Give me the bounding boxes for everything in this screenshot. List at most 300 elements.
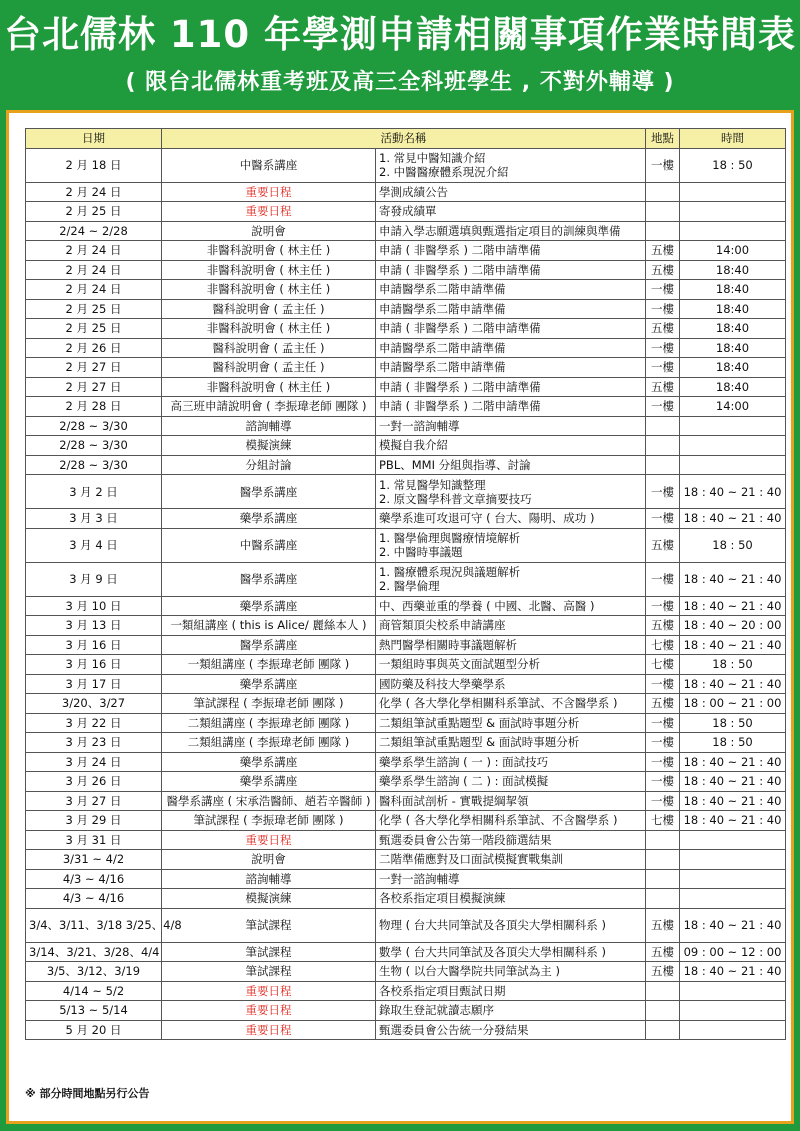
table-row	[26, 202, 786, 222]
cell-time: 18:40	[680, 338, 786, 358]
table-row	[26, 319, 786, 339]
table-row	[26, 221, 786, 241]
cell-date: 2 月 26 日	[26, 338, 162, 358]
cell-date: 3 月 13 日	[26, 616, 162, 636]
activity-line: 1. 醫學倫理與醫療情境解析	[379, 531, 521, 545]
activity-line: 錄取生登記就讀志願序	[379, 1003, 494, 1018]
activity-line: 申請 ( 非醫學系 ) 二階申請準備	[379, 243, 541, 258]
table-row	[26, 713, 786, 733]
cell-activity	[376, 319, 646, 339]
table-row	[26, 338, 786, 358]
cell-location: 七樓	[646, 655, 680, 675]
cell-time	[680, 830, 786, 850]
cell-event: 二類組講座 ( 李振瑋老師 團隊 )	[162, 713, 376, 733]
cell-event: 重要日程	[162, 202, 376, 222]
table-row	[26, 772, 786, 792]
cell-location	[646, 202, 680, 222]
activity-line: 生物 ( 以台大醫學院共同筆試為主 )	[379, 964, 560, 979]
cell-date: 2 月 24 日	[26, 260, 162, 280]
cell-location: 一樓	[646, 752, 680, 772]
activity-line: 寄發成績單	[379, 204, 437, 219]
cell-activity	[376, 830, 646, 850]
cell-date: 3 月 31 日	[26, 830, 162, 850]
activity-line: 藥學系學生諮詢 ( 一 ) : 面試技巧	[379, 754, 549, 769]
cell-time: 18:40	[680, 319, 786, 339]
table-row	[26, 635, 786, 655]
cell-time	[680, 182, 786, 202]
activity-line: 申請 ( 非醫學系 ) 二階申請準備	[379, 262, 541, 277]
cell-event: 非醫科說明會 ( 林主任 )	[162, 241, 376, 261]
cell-event: 諮詢輔導	[162, 416, 376, 436]
activity-line: 申請醫學系二階申請準備	[379, 301, 506, 316]
cell-location: 一樓	[646, 791, 680, 811]
activity-line: 1. 常見中醫知識介紹	[379, 151, 486, 165]
cell-time: 18:40	[680, 299, 786, 319]
cell-date: 2 月 27 日	[26, 377, 162, 397]
activity-line: 中、西藥並重的學養 ( 中國、北醫、高醫 )	[379, 598, 595, 613]
cell-event: 中醫系講座	[162, 148, 376, 182]
cell-location	[646, 889, 680, 909]
cell-date: 2 月 28 日	[26, 397, 162, 417]
cell-time: 18:40	[680, 377, 786, 397]
cell-activity	[376, 752, 646, 772]
cell-activity	[376, 182, 646, 202]
cell-event: 筆試課程	[162, 908, 376, 942]
cell-location: 一樓	[646, 674, 680, 694]
cell-activity	[376, 528, 646, 562]
cell-activity	[376, 674, 646, 694]
cell-activity	[376, 850, 646, 870]
cell-time: 18 : 40 ~ 21 : 40	[680, 962, 786, 982]
schedule-table	[25, 128, 786, 1040]
cell-time: 18:40	[680, 358, 786, 378]
activity-line: 藥學系學生諮詢 ( 二 ) : 面試模擬	[379, 774, 549, 789]
cell-time: 18 : 50	[680, 733, 786, 753]
cell-date: 3 月 26 日	[26, 772, 162, 792]
table-row	[26, 397, 786, 417]
cell-activity	[376, 616, 646, 636]
activity-line: 1. 醫療體系現況與議題解析	[379, 565, 521, 579]
cell-event: 說明會	[162, 221, 376, 241]
cell-date: 3 月 9 日	[26, 562, 162, 596]
cell-event: 一類組講座 ( this is Alice/ 麗絲本人 )	[162, 616, 376, 636]
cell-date: 2 月 24 日	[26, 182, 162, 202]
table-row	[26, 562, 786, 596]
cell-activity	[376, 338, 646, 358]
cell-date: 2/28 ~ 3/30	[26, 416, 162, 436]
cell-activity	[376, 889, 646, 909]
table-row	[26, 528, 786, 562]
cell-event: 醫學系講座	[162, 635, 376, 655]
cell-time: 18 : 40 ~ 21 : 40	[680, 811, 786, 831]
cell-location: 一樓	[646, 475, 680, 509]
cell-location: 五樓	[646, 616, 680, 636]
activity-line: 商管類頂尖校系申請講座	[379, 618, 506, 633]
cell-location: 五樓	[646, 241, 680, 261]
activity-line: 一對一諮詢輔導	[379, 418, 460, 433]
cell-activity	[376, 148, 646, 182]
cell-date: 2 月 25 日	[26, 299, 162, 319]
table-row	[26, 1020, 786, 1040]
cell-activity	[376, 416, 646, 436]
activity-line: 各校系指定項目模擬演練	[379, 891, 506, 906]
cell-date: 3/4、3/11、3/18 3/25、4/8	[26, 908, 162, 942]
cell-time: 09 : 00 ~ 12 : 00	[680, 942, 786, 962]
cell-event: 高三班申請說明會 ( 李振瑋老師 團隊 )	[162, 397, 376, 417]
cell-time	[680, 202, 786, 222]
cell-date: 4/3 ~ 4/16	[26, 869, 162, 889]
cell-time: 18 : 40 ~ 21 : 40	[680, 635, 786, 655]
table-row	[26, 752, 786, 772]
activity-line: 學測成績公告	[379, 184, 448, 199]
cell-location: 一樓	[646, 733, 680, 753]
activity-line: 申請醫學系二階申請準備	[379, 340, 506, 355]
cell-date: 3 月 24 日	[26, 752, 162, 772]
cell-activity	[376, 733, 646, 753]
cell-time: 18 : 40 ~ 21 : 40	[680, 596, 786, 616]
cell-location	[646, 1001, 680, 1021]
table-row	[26, 241, 786, 261]
activity-line: 各校系指定項目甄試日期	[379, 983, 506, 998]
activity-line: 國防藥及科技大學藥學系	[379, 676, 506, 691]
page-title: 台北儒林 110 年學測申請相關事項作業時間表	[4, 13, 796, 56]
cell-event: 中醫系講座	[162, 528, 376, 562]
cell-time: 18 : 40 ~ 21 : 40	[680, 475, 786, 509]
column-header-date: 日期	[26, 129, 162, 149]
cell-activity	[376, 562, 646, 596]
cell-date: 3/5、3/12、3/19	[26, 962, 162, 982]
cell-time	[680, 1001, 786, 1021]
cell-location: 五樓	[646, 908, 680, 942]
activity-line: 一類組時事與英文面試題型分析	[379, 657, 540, 672]
cell-event: 非醫科說明會 ( 林主任 )	[162, 377, 376, 397]
cell-time	[680, 869, 786, 889]
cell-location: 一樓	[646, 148, 680, 182]
cell-activity	[376, 869, 646, 889]
table-row	[26, 455, 786, 475]
cell-activity	[376, 1001, 646, 1021]
cell-activity	[376, 1020, 646, 1040]
table-header-row	[26, 129, 786, 149]
cell-time: 18 : 40 ~ 21 : 40	[680, 908, 786, 942]
cell-location: 七樓	[646, 635, 680, 655]
cell-date: 3/31 ~ 4/2	[26, 850, 162, 870]
activity-line: 甄選委員會公告第一階段篩選結果	[379, 832, 552, 847]
activity-line: 模擬自我介紹	[379, 438, 448, 453]
cell-event: 分組討論	[162, 455, 376, 475]
cell-activity	[376, 981, 646, 1001]
cell-date: 2 月 24 日	[26, 241, 162, 261]
table-row	[26, 596, 786, 616]
cell-time	[680, 1020, 786, 1040]
cell-date: 2 月 24 日	[26, 280, 162, 300]
cell-activity	[376, 280, 646, 300]
cell-date: 3 月 3 日	[26, 509, 162, 529]
cell-date: 3 月 17 日	[26, 674, 162, 694]
cell-location	[646, 981, 680, 1001]
cell-location: 一樓	[646, 713, 680, 733]
activity-line: 一對一諮詢輔導	[379, 871, 460, 886]
cell-date: 2 月 25 日	[26, 202, 162, 222]
cell-date: 5 月 20 日	[26, 1020, 162, 1040]
cell-event: 筆試課程 ( 李振瑋老師 團隊 )	[162, 811, 376, 831]
cell-activity	[376, 942, 646, 962]
cell-activity	[376, 397, 646, 417]
cell-event: 藥學系講座	[162, 772, 376, 792]
activity-line: 藥學系進可攻退可守 ( 台大、陽明、成功 )	[379, 511, 595, 526]
cell-time: 14:00	[680, 241, 786, 261]
cell-activity	[376, 772, 646, 792]
cell-location: 一樓	[646, 338, 680, 358]
table-row	[26, 811, 786, 831]
activity-line: 2. 中醫時事議題	[379, 545, 463, 559]
cell-event: 醫學系講座	[162, 562, 376, 596]
cell-location: 一樓	[646, 280, 680, 300]
cell-location	[646, 455, 680, 475]
cell-location: 五樓	[646, 942, 680, 962]
cell-event: 重要日程	[162, 981, 376, 1001]
cell-event: 二類組講座 ( 李振瑋老師 團隊 )	[162, 733, 376, 753]
cell-location	[646, 221, 680, 241]
cell-time	[680, 416, 786, 436]
cell-date: 4/3 ~ 4/16	[26, 889, 162, 909]
activity-line: 二類組筆試重點題型 & 面試時事題分析	[379, 735, 580, 750]
cell-event: 諮詢輔導	[162, 869, 376, 889]
cell-date: 2 月 18 日	[26, 148, 162, 182]
table-row	[26, 299, 786, 319]
cell-event: 藥學系講座	[162, 596, 376, 616]
cell-location: 五樓	[646, 694, 680, 714]
cell-time: 18 : 40 ~ 20 : 00	[680, 616, 786, 636]
cell-event: 模擬演練	[162, 436, 376, 456]
cell-date: 3 月 16 日	[26, 655, 162, 675]
cell-location	[646, 1020, 680, 1040]
cell-date: 2/28 ~ 3/30	[26, 436, 162, 456]
cell-location: 五樓	[646, 319, 680, 339]
activity-line: 申請 ( 非醫學系 ) 二階申請準備	[379, 399, 541, 414]
schedule-frame	[6, 110, 794, 1124]
cell-activity	[376, 475, 646, 509]
cell-date: 5/13 ~ 5/14	[26, 1001, 162, 1021]
table-row	[26, 791, 786, 811]
cell-event: 說明會	[162, 850, 376, 870]
activity-line: 2. 原文醫學科普文章摘要技巧	[379, 491, 532, 506]
cell-date: 2 月 25 日	[26, 319, 162, 339]
table-row	[26, 694, 786, 714]
activity-line: 熱門醫學相關時事議題解析	[379, 637, 517, 652]
cell-activity	[376, 635, 646, 655]
cell-activity	[376, 791, 646, 811]
cell-activity	[376, 202, 646, 222]
cell-date: 3 月 27 日	[26, 791, 162, 811]
cell-time: 18 : 50	[680, 713, 786, 733]
cell-time	[680, 455, 786, 475]
cell-date: 2/28 ~ 3/30	[26, 455, 162, 475]
column-header-activity: 活動名稱	[162, 129, 646, 149]
cell-date: 3 月 23 日	[26, 733, 162, 753]
table-row	[26, 733, 786, 753]
cell-event: 藥學系講座	[162, 509, 376, 529]
activity-line: 2. 醫學倫理	[379, 579, 440, 593]
cell-time: 18 : 40 ~ 21 : 40	[680, 674, 786, 694]
cell-activity	[376, 509, 646, 529]
footnote: ※ 部分時間地點另行公告	[25, 1087, 150, 1100]
cell-location: 七樓	[646, 811, 680, 831]
cell-activity	[376, 221, 646, 241]
cell-event: 模擬演練	[162, 889, 376, 909]
cell-activity	[376, 713, 646, 733]
activity-line: 甄選委員會公告統一分發結果	[379, 1022, 529, 1037]
cell-event: 筆試課程	[162, 942, 376, 962]
activity-line: 二類組筆試重點題型 & 面試時事題分析	[379, 715, 580, 730]
cell-activity	[376, 241, 646, 261]
table-row	[26, 869, 786, 889]
cell-date: 2/24 ~ 2/28	[26, 221, 162, 241]
cell-event: 重要日程	[162, 1020, 376, 1040]
cell-date: 3 月 22 日	[26, 713, 162, 733]
cell-activity	[376, 358, 646, 378]
cell-time: 18 : 00 ~ 21 : 00	[680, 694, 786, 714]
table-row	[26, 358, 786, 378]
cell-event: 一類組講座 ( 李振瑋老師 團隊 )	[162, 655, 376, 675]
activity-line: PBL、MMI 分組與指導、討論	[379, 457, 531, 472]
cell-time	[680, 889, 786, 909]
table-row	[26, 475, 786, 509]
cell-time: 18 : 40 ~ 21 : 40	[680, 772, 786, 792]
cell-location: 五樓	[646, 962, 680, 982]
cell-date: 3/20、3/27	[26, 694, 162, 714]
table-row	[26, 655, 786, 675]
cell-date: 2 月 27 日	[26, 358, 162, 378]
cell-time: 18 : 50	[680, 655, 786, 675]
column-header-location: 地點	[646, 129, 680, 149]
activity-line: 醫科面試剖析 - 實戰提綱挈領	[379, 793, 529, 808]
cell-event: 非醫科說明會 ( 林主任 )	[162, 319, 376, 339]
table-row	[26, 850, 786, 870]
table-row	[26, 981, 786, 1001]
table-row	[26, 280, 786, 300]
cell-activity	[376, 455, 646, 475]
table-row	[26, 509, 786, 529]
cell-date: 3 月 4 日	[26, 528, 162, 562]
cell-event: 醫科說明會 ( 孟主任 )	[162, 299, 376, 319]
table-row	[26, 148, 786, 182]
cell-location	[646, 850, 680, 870]
cell-time: 18:40	[680, 260, 786, 280]
cell-event: 藥學系講座	[162, 752, 376, 772]
cell-event: 醫學系講座 ( 宋承浩醫師、趙若辛醫師 )	[162, 791, 376, 811]
cell-activity	[376, 694, 646, 714]
activity-line: 1. 常見醫學知識整理	[379, 477, 486, 492]
cell-date: 3 月 2 日	[26, 475, 162, 509]
cell-location	[646, 869, 680, 889]
table-row	[26, 436, 786, 456]
cell-time	[680, 981, 786, 1001]
cell-location	[646, 182, 680, 202]
table-row	[26, 962, 786, 982]
cell-location: 一樓	[646, 397, 680, 417]
cell-event: 醫科說明會 ( 孟主任 )	[162, 338, 376, 358]
cell-location: 一樓	[646, 772, 680, 792]
activity-line: 申請 ( 非醫學系 ) 二階申請準備	[379, 321, 541, 336]
cell-event: 醫科說明會 ( 孟主任 )	[162, 358, 376, 378]
cell-activity	[376, 260, 646, 280]
cell-location: 五樓	[646, 377, 680, 397]
table-row	[26, 830, 786, 850]
table-row	[26, 377, 786, 397]
cell-date: 3 月 16 日	[26, 635, 162, 655]
cell-location	[646, 436, 680, 456]
activity-line: 申請 ( 非醫學系 ) 二階申請準備	[379, 379, 541, 394]
activity-line: 數學 ( 台大共同筆試及各頂尖大學相關科系 )	[379, 944, 606, 959]
cell-activity	[376, 655, 646, 675]
cell-event: 重要日程	[162, 182, 376, 202]
cell-event: 重要日程	[162, 830, 376, 850]
cell-location: 一樓	[646, 596, 680, 616]
table-row	[26, 182, 786, 202]
cell-time: 18 : 40 ~ 21 : 40	[680, 562, 786, 596]
cell-location: 五樓	[646, 260, 680, 280]
cell-event: 醫學系講座	[162, 475, 376, 509]
column-header-time: 時間	[680, 129, 786, 149]
cell-event: 非醫科說明會 ( 林主任 )	[162, 280, 376, 300]
cell-date: 4/14 ~ 5/2	[26, 981, 162, 1001]
cell-location	[646, 830, 680, 850]
cell-date: 3 月 10 日	[26, 596, 162, 616]
table-row	[26, 1001, 786, 1021]
schedule-body	[26, 148, 786, 1040]
cell-location	[646, 416, 680, 436]
cell-location: 五樓	[646, 528, 680, 562]
table-row	[26, 416, 786, 436]
cell-location: 一樓	[646, 509, 680, 529]
cell-date: 3 月 29 日	[26, 811, 162, 831]
cell-event: 筆試課程	[162, 962, 376, 982]
table-row	[26, 616, 786, 636]
activity-line: 化學 ( 各大學化學相關科系筆試、不含醫學系 )	[379, 696, 618, 711]
activity-line: 申請醫學系二階申請準備	[379, 360, 506, 375]
page-subtitle: ( 限台北儒林重考班及高三全科班學生 , 不對外輔導 )	[125, 70, 675, 95]
cell-location: 一樓	[646, 562, 680, 596]
cell-time: 14:00	[680, 397, 786, 417]
cell-time: 18 : 50	[680, 528, 786, 562]
cell-activity	[376, 436, 646, 456]
activity-line: 申請醫學系二階申請準備	[379, 282, 506, 297]
cell-date: 3/14、3/21、3/28、4/4	[26, 942, 162, 962]
cell-time: 18 : 40 ~ 21 : 40	[680, 791, 786, 811]
table-row	[26, 260, 786, 280]
cell-activity	[376, 596, 646, 616]
cell-activity	[376, 811, 646, 831]
table-row	[26, 889, 786, 909]
cell-activity	[376, 299, 646, 319]
cell-event: 筆試課程 ( 李振瑋老師 團隊 )	[162, 694, 376, 714]
cell-time: 18 : 40 ~ 21 : 40	[680, 509, 786, 529]
cell-time: 18 : 40 ~ 21 : 40	[680, 752, 786, 772]
cell-time	[680, 436, 786, 456]
cell-event: 重要日程	[162, 1001, 376, 1021]
cell-activity	[376, 962, 646, 982]
cell-activity	[376, 908, 646, 942]
cell-time: 18:40	[680, 280, 786, 300]
cell-time: 18 : 50	[680, 148, 786, 182]
cell-time	[680, 221, 786, 241]
table-row	[26, 908, 786, 942]
cell-time	[680, 850, 786, 870]
cell-activity	[376, 377, 646, 397]
cell-event: 藥學系講座	[162, 674, 376, 694]
cell-location: 一樓	[646, 358, 680, 378]
